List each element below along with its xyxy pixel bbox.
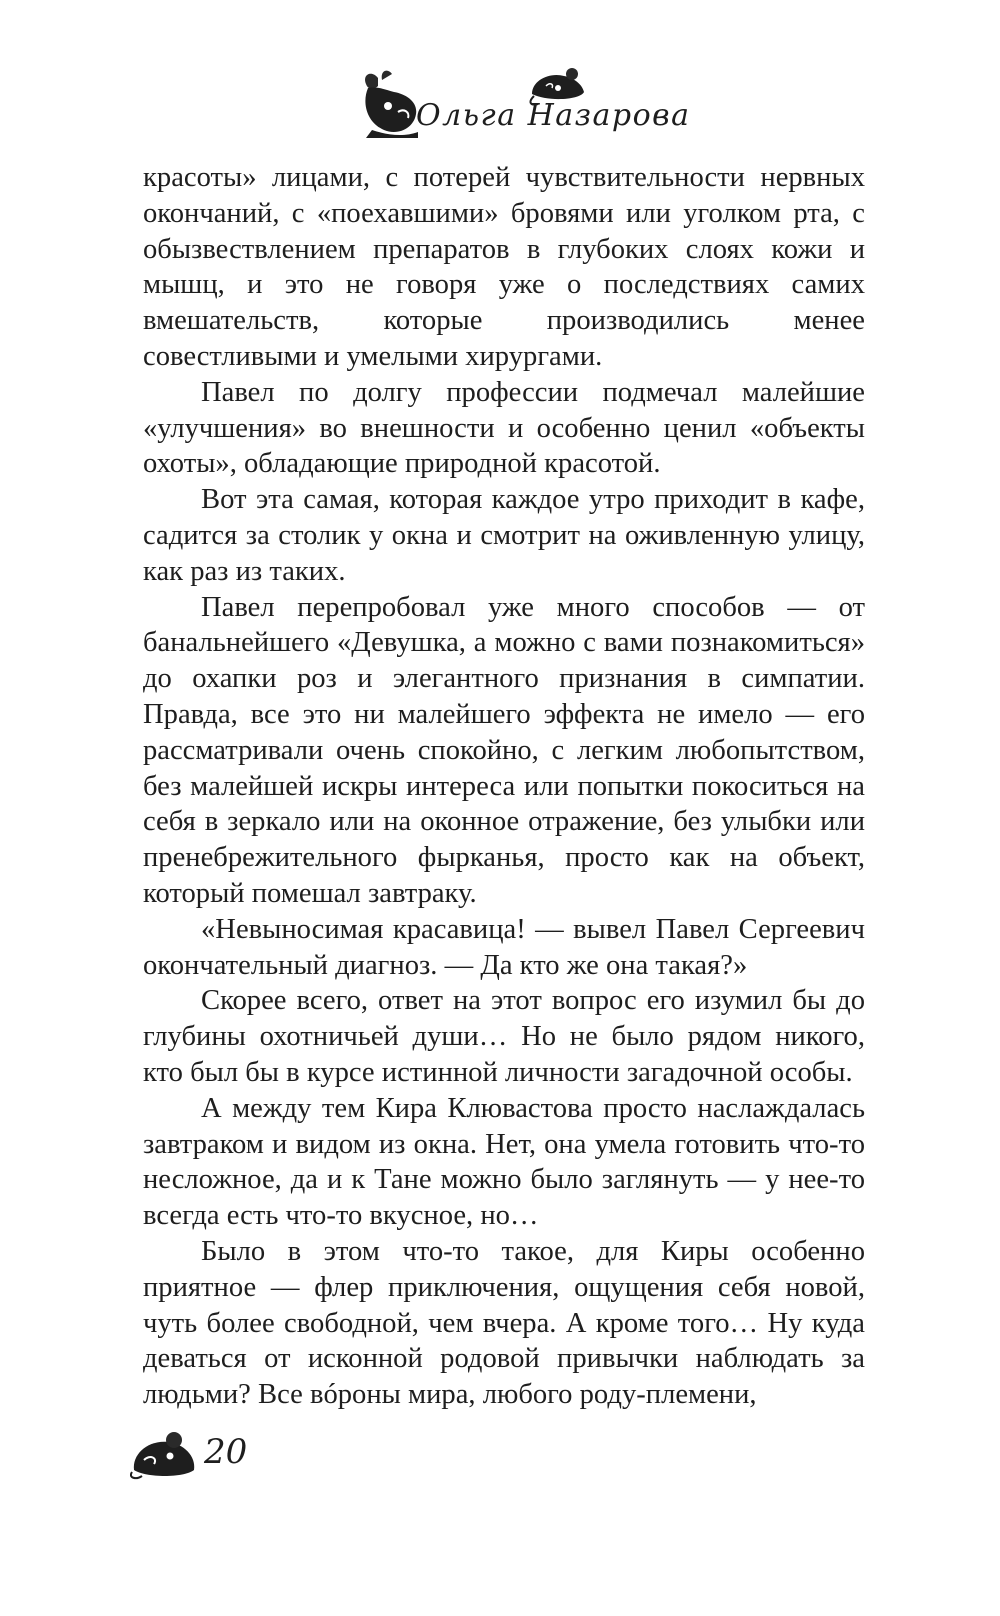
paragraph: «Невыносимая красавица! — вывел Павел Сергеевич окончательный диагноз. — Да кто же она такая?»: [143, 913, 865, 981]
mouse-ornament-icon: [358, 68, 422, 140]
paragraph: Скорее всего, ответ на этот вопрос его изумил бы до глубины охотничьей души… Но не было рядом никого, кто был бы в курсе истинной личности загадочной особы.: [143, 985, 865, 1088]
mouse-ornament-icon: [130, 1430, 200, 1480]
body-text: [143, 160, 865, 1413]
page-number: 20: [204, 1432, 248, 1472]
page-footer: [130, 1430, 330, 1490]
paragraph: Вот эта самая, которая каждое утро приходит в кафе, садится за столик у окна и смотрит на оживленную улицу, как раз из таких.: [143, 484, 865, 587]
author-name: Ольга Назарова: [416, 98, 691, 133]
running-header: [0, 60, 1000, 150]
paragraph: Было в этом что-то такое, для Киры особенно приятное — флер приключения, ощущения себя новой, чуть более свободной, чем вчера. А кроме того… Ну куда деваться от исконной родовой привычки наблюдать за людьми? Все вóроны мира, любого роду-племени,: [143, 1235, 865, 1411]
paragraph: Павел по долгу профессии подмечал малейшие «улучшения» во внешности и особенно ценил «объекты охоты», обладающие природной красотой.: [143, 376, 865, 480]
paragraph: Павел перепробовал уже много способов — от банальнейшего «Девушка, а можно с вами познакомиться» до охапки роз и элегантного признания в симпатии. Правда, все это ни малейшего эффекта не имело — его рассматривали очень спокойно, с легким любопытством, без малейшей искры интереса или попытки покоситься на себя в зеркало или на оконное отражение, без улыбки или пренебрежительного фырканья, просто как на объект, который помешал завтраку.: [143, 591, 865, 909]
paragraph: красоты» лицами, с потерей чувствительности нервных окончаний, с «поехавшими» бровями или уголком рта, с обызвествлением препаратов в глубоких слоях кожи и мышц, и это не говоря уже о последствиях самих вмешательств, которые производились менее совестливыми и умелыми хирургами.: [143, 162, 865, 372]
paragraph: А между тем Кира Клювастова просто наслаждалась завтраком и видом из окна. Нет, она умела готовить что-то несложное, да и к Тане можно было заглянуть — у нее-то всегда есть что-то вкусное, но…: [143, 1092, 865, 1232]
